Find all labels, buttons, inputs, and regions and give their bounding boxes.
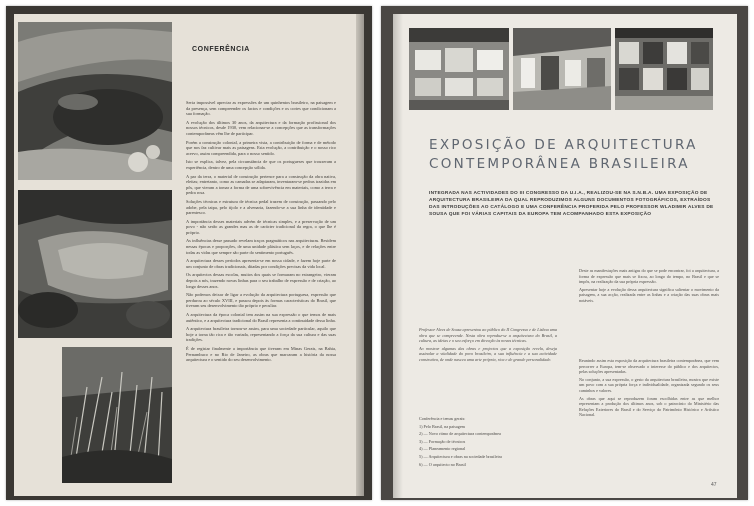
caption-column [419, 327, 557, 409]
body-paragraph: As influências desse passado revelam traços pragmáticos nas arquitecturas. Residem nessas épocas e proporções, de uma unidade plástica sem laços, e de relações entre todas as vidas que sempre são parte do sentimento português. [186, 238, 336, 255]
right-photo-frame [381, 6, 748, 500]
title-line-2: CONTEMPORÂNEA BRASILEIRA [429, 156, 690, 172]
exhibition-title [429, 136, 729, 174]
page-edge [356, 14, 364, 496]
exhibition-photo-1 [409, 28, 509, 110]
topic-item: 1) Pelo Brasil, na paisagem [419, 423, 465, 429]
page-number: 47 [711, 482, 717, 488]
garden-pool-photo [18, 22, 172, 180]
left-page-heading: CONFERÊNCIA [192, 46, 250, 53]
body-paragraph: A arquitectura brasileira tornou-se assim, para uma sociedade particular, aquilo que hoje a torna tão rica e tão variada, representando a força da sua cultura e das suas tradições. [186, 326, 336, 343]
body-paragraph: Deste as manifestações mais antigas do que se pode encontrar, foi a arquitectura, a forma de expressão que mais se fixou, ao longo do tempo, no Brasil e que se impôs, na realização da sua própria expressão. [579, 268, 719, 285]
body-column-top [579, 268, 719, 340]
intro-paragraph: INTEGRADA NAS ACTIVIDADES DO III CONGRESSO DA U.I.A., REALIZOU-SE NA S.N.B.A. UMA EXPOSIÇÃO DE ARQUITECTURA BRASILEIRA DA QUAL REPRODUZIMOS ALGUNS DOCUMENTOS FOTOGRÁFICOS, EXTRAÍDOS DAS INTRODUÇÕES AO CATÁLOGO E UMA CONFERÊNCIA PROFERIDA PELO PROFESSOR WLADIMIR ALVES DE SOUSA QUE FOI VÁRIAS CAPITAIS DA EUROPA TEM ACOMPANHADO ESTA EXPOSIÇÃO [429, 191, 714, 217]
body-paragraph: A par da terra, o material de construção pertence para a construção da obra nativa, eleitas; entretanto, como as camadas se adaptaram, inventaram-se pedras trazidas em pôs, que vieram a tomar a forma de uma sobrevivência em materiais, como a terra e pedra rosa. [186, 173, 336, 196]
body-paragraph: É de registar finalmente a importância que tiveram em Minas Gerais, na Bahia, Pernambuco e no Rio de Janeiro, as obras que marcaram a história da nossa arquitectura e o sentido do seu desenvolvimento. [186, 345, 336, 363]
body-paragraph: Soluções técnicas e estrutura de técnica pedal trazem de construção, passando pelo adobe, pela taipa, pelo tijolo e a alvenaria, fazendo-se a sua linha de identidade e parentesco. [186, 198, 336, 216]
topics-list [419, 416, 549, 486]
adjacent-page-edge [364, 201, 372, 311]
body-paragraph: A evolução dos últimos 30 anos, da arquitectura e da formação profissional dos nossos técnicos, desde 1930, vem relacionar-se a concepções que as transformações contemporâneas vêm lhe de participar. [186, 119, 336, 136]
body-paragraph: Reunindo assim esta exposição da arquitectura brasileira contemporânea, que vem percorrer a Europa, tem-se observado o interesse do público e dos arquitectos, pelas soluções apresentadas. [579, 358, 719, 375]
topic-item: 6) — O arquitecto no Brasil [419, 461, 466, 467]
left-magazine-page [14, 14, 364, 496]
page-gutter-shadow [393, 14, 403, 498]
body-paragraph: Porém a construção colonial, a primeira vista, a contribuição de forma e de método que nos faz cultivar mais as paisagens. Esta evolução, a contribuição e o nosso rico acervo, assim compreendida, para o nosso sentido. [186, 139, 336, 156]
title-line-1: EXPOSIÇÃO DE ARQUITECTURA [429, 137, 698, 153]
caption-paragraph: Ao mostrar algumas das obras e projectos que a exposição revela, deseja assinalar a vitalidade do povo brasileiro, a sua influência e a sua actividade construtiva, de onde nasceu uma arte própria, rica e de grande personalidade. [419, 345, 557, 362]
body-paragraph: Apresentar hoje a evolução dessa arquitectura significa salientar o movimento da paisagem, a sua acção, realizada entre as linhas e a criação das suas obras mais notáveis. [579, 286, 719, 303]
left-photo-frame [6, 6, 372, 500]
topic-item: 3) — Formação de técnicos [419, 438, 466, 444]
landscaped-garden-photo [18, 190, 172, 338]
topic-item: 2) — Novo ritmo de arquitectura contemporânea [419, 431, 501, 437]
right-magazine-page [393, 14, 737, 498]
body-paragraph: Os arquitectos dessas escolas, muitos dos quais se formaram no estrangeiro, vieram depois a nós, trazendo novas linhas para o seu trabalho de expressão e de criação, ao longo desses anos. [186, 272, 336, 289]
caption-paragraph: Professor Alves de Sousa apresentou ao público do II Congresso e de Lisboa uma obra que se compreende. Nesta obra reproduz-se a arquitectura do Brasil, a cultura, as ideias e o seu esforço em direcção às novas técnicas. [419, 327, 557, 344]
topic-item: 5) — Arquitectura e obras na sociedade brasileira [419, 453, 502, 459]
exhibition-photo-3 [615, 28, 713, 110]
body-column-bottom [579, 358, 719, 478]
tall-grass-photo [62, 347, 172, 483]
topic-item: 4) — Planeamento regional [419, 446, 466, 452]
left-page-body-text [186, 100, 336, 485]
body-paragraph: A arquitectura desses períodos apresenta-se em nossa cidade, e fazem hoje parte de um conjunto de obras tradicionais, ditadas por condições precisas da vida local. [186, 258, 336, 269]
body-paragraph: A arquitectura da época colonial tem assim na sua expressão o que temos de mais autêntico, e a arquitectura tradicional do Brasil representa a continuidade dessa linha. [186, 312, 336, 323]
body-paragraph: No conjunto, a sua expressão, o gesto da arquitectura brasileira, mostra que existe um povo com a sua própria força e individualidade, organizada segundo os seus caminhos e valores. [579, 376, 719, 393]
body-paragraph: Isto se explica, talvez, pela circunstância de que os portugueses que trouxeram a experiência, dentro de uma concepção sólida. [186, 159, 336, 170]
body-paragraph: Seria impossível apreciar as expressões de um quinhentos brasileiro, na paisagem e da presença, sem compreender os factos e condições e os cortes que condicionam a sua formação. [186, 100, 336, 117]
topics-heading: Conferência e temas gerais: [419, 416, 466, 421]
exhibition-photo-2 [513, 28, 611, 110]
body-paragraph: Não podemos deixar de ligar a evolução da arquitectura portuguesa, expressão que perdurou ao século XVIII, e passou depois às formas características do Brasil, que tiveram seu desenvolvimento tão próprio e peculiar. [186, 292, 336, 309]
body-paragraph: A importância desses materiais advém de técnicas simples, e a preservação de um povo - não serão as grandes mas as de carácter tradicional da regra, o que lhe é próprio. [186, 218, 336, 235]
body-paragraph: As obras que aqui se reproduzem foram escolhidas entre as que melhor representam a produção dos últimos anos, sob o patrocínio do Ministério das Relações Exteriores do Brasil e do Serviço do Patrimônio Histórico e Artístico Nacional. [579, 395, 719, 418]
